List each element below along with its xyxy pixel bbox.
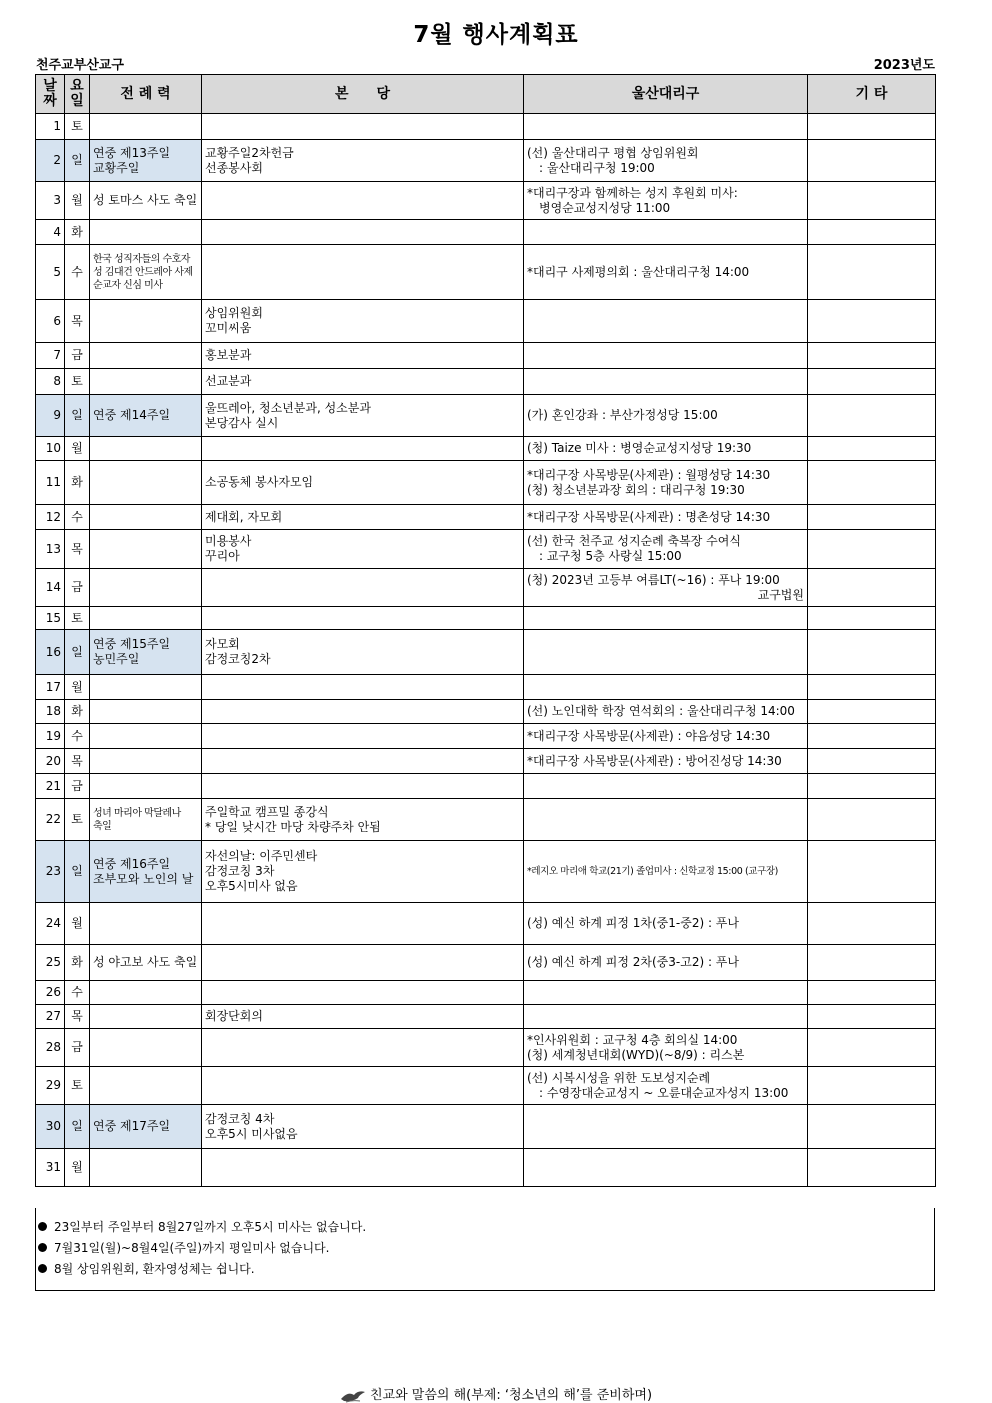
day-row [36, 1029, 936, 1067]
etc-cell [808, 1067, 936, 1105]
cell-line: *대리구장 사목방문(사제관) : 야음성당 14:30 [527, 728, 771, 743]
bondang-cell [202, 749, 524, 774]
cell-line: 선종봉사회 [205, 160, 263, 175]
page-title: 7월 행사계획표 [413, 22, 579, 48]
weekday-cell: 목 [65, 1005, 90, 1029]
etc-cell [808, 369, 936, 395]
liturgy-cell [90, 724, 202, 749]
day-row [36, 343, 936, 369]
day-row [36, 182, 936, 220]
day-row [36, 700, 936, 724]
cell-line: 성 야고보 사도 축일 [93, 955, 198, 969]
organization-name: 천주교부산교구 [36, 58, 124, 73]
day-row [36, 903, 936, 945]
date-cell: 3 [36, 182, 65, 220]
weekday-cell: 월 [65, 182, 90, 220]
cell-line: 연중 제16주일 [93, 856, 171, 871]
date-cell: 24 [36, 903, 65, 945]
bondang-cell [202, 530, 524, 569]
liturgy-cell [90, 1149, 202, 1187]
ulsan-cell [524, 300, 808, 343]
liturgy-cell [90, 395, 202, 437]
etc-cell [808, 841, 936, 903]
note-item: 23일부터 주일부터 8월27일까지 오후5시 미사는 없습니다. [36, 1217, 934, 1238]
weekday-cell: 월 [65, 1149, 90, 1187]
liturgy-cell [90, 630, 202, 675]
liturgy-cell [90, 1005, 202, 1029]
cell-line: 농민주일 [93, 652, 140, 666]
ulsan-cell [524, 675, 808, 700]
day-row [36, 841, 936, 903]
ulsan-cell [524, 395, 808, 437]
cell-line: 선교분과 [205, 374, 252, 388]
cell-line: 상임위원회 [205, 306, 263, 320]
etc-cell [808, 1105, 936, 1149]
weekday-cell: 일 [65, 841, 90, 903]
cell-line: *대리구장 사목방문(사제관) : 방어진성당 14:30 [527, 753, 782, 768]
liturgy-cell [90, 1067, 202, 1105]
etc-cell [808, 903, 936, 945]
etc-cell [808, 343, 936, 369]
weekday-cell: 금 [65, 569, 90, 607]
cell-line: 성 토마스 사도 축일 [93, 193, 198, 207]
ulsan-cell [524, 182, 808, 220]
cell-line: 울뜨레아, 청소년분과, 성소분과 [205, 400, 371, 415]
header-date: 날 짜 [36, 75, 65, 114]
etc-cell [808, 300, 936, 343]
liturgy-cell [90, 675, 202, 700]
day-row [36, 1067, 936, 1105]
ulsan-cell [524, 140, 808, 182]
liturgy-cell [90, 114, 202, 140]
bondang-cell [202, 395, 524, 437]
day-row [36, 395, 936, 437]
note-item: 7월31일(월)~8월4일(주일)까지 평일미사 없습니다. [36, 1238, 934, 1259]
bullet-icon [38, 1264, 47, 1273]
weekday-cell: 토 [65, 114, 90, 140]
ulsan-cell [524, 774, 808, 799]
ulsan-cell [524, 114, 808, 140]
bondang-cell [202, 774, 524, 799]
weekday-cell: 월 [65, 437, 90, 461]
ulsan-cell [524, 841, 808, 903]
bondang-cell [202, 841, 524, 903]
etc-cell [808, 981, 936, 1005]
date-cell: 5 [36, 245, 65, 300]
header-day-of-week: 요 일 [65, 75, 90, 114]
weekday-cell: 화 [65, 461, 90, 505]
cell-line: (가) 혼인강좌 : 부산가정성당 15:00 [527, 408, 718, 422]
ulsan-cell [524, 1149, 808, 1187]
date-cell: 18 [36, 700, 65, 724]
bondang-cell [202, 945, 524, 981]
cell-line: 미용봉사 [205, 534, 252, 548]
header-liturgy: 전 례 력 [90, 75, 202, 114]
bondang-cell [202, 182, 524, 220]
weekday-cell: 목 [65, 300, 90, 343]
day-row [36, 220, 936, 245]
weekday-cell: 토 [65, 369, 90, 395]
cell-line: (청) 2023년 고등부 여름LT(~16) : 푸나 19:00 [527, 572, 780, 587]
cell-line: 교황주일 [93, 160, 140, 175]
footer [0, 1384, 992, 1403]
cell-line: (성) 예신 하계 피정 1차(중1-중2) : 푸나 [527, 916, 739, 930]
ulsan-cell [524, 505, 808, 530]
ulsan-cell [524, 530, 808, 569]
etc-cell [808, 140, 936, 182]
ulsan-cell [524, 903, 808, 945]
weekday-cell: 일 [65, 1105, 90, 1149]
dove-logo-icon [340, 1389, 366, 1403]
ulsan-cell [524, 569, 808, 607]
etc-cell [808, 1149, 936, 1187]
notes-box [35, 1208, 935, 1291]
cell-line: 꼬미씨움 [205, 321, 252, 335]
ulsan-cell [524, 630, 808, 675]
cell-line: *인사위원회 : 교구청 4층 회의실 14:00 [527, 1032, 738, 1047]
cell-line: 성 김대건 안드레아 사제 [93, 266, 193, 278]
weekday-cell: 금 [65, 1029, 90, 1067]
cell-line: 연중 제17주일 [93, 1119, 171, 1133]
weekday-cell: 월 [65, 903, 90, 945]
cell-line: 오후5시 미사없음 [205, 1126, 298, 1141]
date-cell: 12 [36, 505, 65, 530]
day-row [36, 1105, 936, 1149]
etc-cell [808, 799, 936, 841]
ulsan-cell [524, 700, 808, 724]
liturgy-cell [90, 607, 202, 630]
bondang-cell [202, 114, 524, 140]
ulsan-cell [524, 749, 808, 774]
ulsan-cell [524, 245, 808, 300]
ulsan-cell [524, 981, 808, 1005]
weekday-cell: 화 [65, 220, 90, 245]
date-cell: 21 [36, 774, 65, 799]
liturgy-cell [90, 841, 202, 903]
day-row [36, 300, 936, 343]
etc-cell [808, 945, 936, 981]
date-cell: 19 [36, 724, 65, 749]
cell-line: *대리구장 사목방문(사제관) : 월평성당 14:30 [527, 467, 771, 482]
cell-line: 꾸리아 [205, 549, 240, 563]
note-item: 8월 상임위원회, 환자영성체는 쉽니다. [36, 1259, 934, 1280]
cell-line: 회장단회의 [205, 1009, 263, 1023]
liturgy-cell [90, 140, 202, 182]
date-cell: 14 [36, 569, 65, 607]
ulsan-cell [524, 1029, 808, 1067]
date-cell: 13 [36, 530, 65, 569]
bondang-cell [202, 1029, 524, 1067]
liturgy-cell [90, 1029, 202, 1067]
date-cell: 27 [36, 1005, 65, 1029]
ulsan-cell [524, 343, 808, 369]
etc-cell [808, 607, 936, 630]
weekday-cell: 토 [65, 1067, 90, 1105]
footer-text: 친교와 말씀의 해(부제: ‘청소년의 해’를 준비하며) [369, 1388, 653, 1403]
day-row [36, 607, 936, 630]
ulsan-cell [524, 1067, 808, 1105]
cell-line: : 교구청 5층 사랑실 15:00 [527, 549, 682, 563]
cell-line: 연중 제13주일 [93, 145, 171, 160]
liturgy-cell [90, 182, 202, 220]
etc-cell [808, 630, 936, 675]
bondang-cell [202, 343, 524, 369]
bondang-cell [202, 1067, 524, 1105]
ulsan-cell [524, 220, 808, 245]
day-row [36, 799, 936, 841]
weekday-cell: 금 [65, 774, 90, 799]
bondang-cell [202, 569, 524, 607]
etc-cell [808, 1029, 936, 1067]
schedule-table [35, 74, 936, 1187]
bondang-cell [202, 1005, 524, 1029]
date-cell: 6 [36, 300, 65, 343]
weekday-cell: 토 [65, 607, 90, 630]
weekday-cell: 일 [65, 395, 90, 437]
header-etc: 기 타 [808, 75, 936, 114]
weekday-cell: 수 [65, 505, 90, 530]
etc-cell [808, 461, 936, 505]
weekday-cell: 목 [65, 749, 90, 774]
cell-line: 자모회 [205, 637, 240, 651]
date-cell: 22 [36, 799, 65, 841]
liturgy-cell [90, 749, 202, 774]
date-cell: 9 [36, 395, 65, 437]
cell-line: 오후5시미사 없음 [205, 879, 298, 893]
ulsan-cell [524, 437, 808, 461]
cell-line: (선) 한국 천주교 성지순례 축복장 수여식 [527, 534, 741, 548]
cell-line: 주일학교 캠프밀 종강식 [205, 804, 329, 819]
bondang-cell [202, 675, 524, 700]
weekday-cell: 수 [65, 724, 90, 749]
date-cell: 20 [36, 749, 65, 774]
cell-line: 소공동체 봉사자모임 [205, 475, 314, 489]
cell-line: (선) 노인대학 학장 연석회의 : 울산대리구청 14:00 [527, 704, 795, 718]
day-row [36, 369, 936, 395]
cell-line: 감정코칭 4차 [205, 1111, 275, 1126]
ulsan-cell [524, 369, 808, 395]
year-label: 2023년도 [873, 58, 935, 73]
bondang-cell [202, 437, 524, 461]
liturgy-cell [90, 343, 202, 369]
cell-line: (선) 시복시성을 위한 도보성지순례 [527, 1070, 711, 1085]
day-row [36, 1149, 936, 1187]
liturgy-cell [90, 300, 202, 343]
bondang-cell [202, 369, 524, 395]
day-row [36, 749, 936, 774]
day-row [36, 945, 936, 981]
bullet-icon [38, 1222, 47, 1231]
day-row [36, 505, 936, 530]
ulsan-cell [524, 945, 808, 981]
day-row [36, 530, 936, 569]
cell-line: 연중 제14주일 [93, 408, 171, 422]
ulsan-cell [524, 1005, 808, 1029]
date-cell: 11 [36, 461, 65, 505]
weekday-cell: 화 [65, 945, 90, 981]
bondang-cell [202, 903, 524, 945]
weekday-cell: 월 [65, 675, 90, 700]
liturgy-cell [90, 700, 202, 724]
weekday-cell: 일 [65, 630, 90, 675]
liturgy-cell [90, 437, 202, 461]
date-cell: 23 [36, 841, 65, 903]
date-cell: 31 [36, 1149, 65, 1187]
cell-line: 본당감사 실시 [205, 415, 279, 430]
etc-cell [808, 114, 936, 140]
date-cell: 17 [36, 675, 65, 700]
cell-line: 성녀 마리아 막달레나 [93, 807, 181, 819]
liturgy-cell [90, 505, 202, 530]
liturgy-cell [90, 530, 202, 569]
day-row [36, 724, 936, 749]
etc-cell [808, 675, 936, 700]
bondang-cell [202, 300, 524, 343]
liturgy-cell [90, 774, 202, 799]
day-row [36, 569, 936, 607]
liturgy-cell [90, 981, 202, 1005]
cell-line: 순교자 신심 미사 [93, 279, 163, 291]
date-cell: 4 [36, 220, 65, 245]
etc-cell [808, 1005, 936, 1029]
liturgy-cell [90, 461, 202, 505]
bondang-cell [202, 700, 524, 724]
date-cell: 29 [36, 1067, 65, 1105]
cell-line: * 당일 낮시간 마당 차량주차 안됨 [205, 819, 381, 834]
date-cell: 28 [36, 1029, 65, 1067]
liturgy-cell [90, 220, 202, 245]
liturgy-cell [90, 903, 202, 945]
weekday-cell: 화 [65, 700, 90, 724]
liturgy-cell [90, 1105, 202, 1149]
cell-line: *대리구장 사목방문(사제관) : 명촌성당 14:30 [527, 509, 771, 524]
bondang-cell [202, 1105, 524, 1149]
weekday-cell: 수 [65, 981, 90, 1005]
etc-cell [808, 530, 936, 569]
cell-line: *대리구 사제평의회 : 울산대리구청 14:00 [527, 264, 750, 279]
weekday-cell: 수 [65, 245, 90, 300]
date-cell: 25 [36, 945, 65, 981]
cell-line: (청) 청소년분과장 회의 : 대리구청 19:30 [527, 482, 745, 497]
day-row [36, 461, 936, 505]
bondang-cell [202, 461, 524, 505]
day-row [36, 114, 936, 140]
bondang-cell [202, 724, 524, 749]
day-row [36, 1005, 936, 1029]
bondang-cell [202, 220, 524, 245]
date-cell: 7 [36, 343, 65, 369]
date-cell: 10 [36, 437, 65, 461]
etc-cell [808, 569, 936, 607]
cell-line: 조부모와 노인의 날 [93, 871, 194, 886]
bondang-cell [202, 245, 524, 300]
weekday-cell: 금 [65, 343, 90, 369]
etc-cell [808, 724, 936, 749]
cell-line: : 울산대리구청 19:00 [527, 160, 655, 175]
bondang-cell [202, 607, 524, 630]
cell-line: 감정코칭2차 [205, 652, 271, 666]
liturgy-cell [90, 245, 202, 300]
ulsan-cell [524, 607, 808, 630]
day-row [36, 981, 936, 1005]
cell-line: 홍보분과 [205, 348, 252, 362]
date-cell: 1 [36, 114, 65, 140]
ulsan-cell [524, 1105, 808, 1149]
cell-line: 연중 제15주일 [93, 637, 171, 651]
cell-line: 교황주일2차헌금 [205, 145, 294, 160]
liturgy-cell [90, 369, 202, 395]
cell-line: *레지오 마리애 학교(21기) 졸업미사 : 신학교정 15:00 (교구장) [527, 866, 778, 877]
etc-cell [808, 774, 936, 799]
liturgy-cell [90, 569, 202, 607]
bondang-cell [202, 799, 524, 841]
day-row [36, 630, 936, 675]
cell-line: 축일 [93, 820, 112, 832]
liturgy-cell [90, 945, 202, 981]
bondang-cell [202, 1149, 524, 1187]
liturgy-cell [90, 799, 202, 841]
bondang-cell [202, 981, 524, 1005]
cell-line: 감정코칭 3차 [205, 864, 275, 878]
ulsan-cell [524, 461, 808, 505]
weekday-cell: 목 [65, 530, 90, 569]
weekday-cell: 일 [65, 140, 90, 182]
day-row [36, 774, 936, 799]
date-cell: 26 [36, 981, 65, 1005]
etc-cell [808, 220, 936, 245]
etc-cell [808, 395, 936, 437]
date-cell: 16 [36, 630, 65, 675]
etc-cell [808, 505, 936, 530]
bullet-icon [38, 1243, 47, 1252]
weekday-cell: 토 [65, 799, 90, 841]
cell-line: (선) 울산대리구 평협 상임위원회 [527, 145, 699, 160]
date-cell: 30 [36, 1105, 65, 1149]
day-row [36, 675, 936, 700]
date-cell: 8 [36, 369, 65, 395]
cell-line: 병영순교성지성당 11:00 [527, 200, 671, 215]
cell-line: (청) 세계청년대회(WYD)(~8/9) : 리스본 [527, 1047, 745, 1062]
header-ulsan: 울산대리구 [524, 75, 808, 114]
cell-line: 제대회, 자모회 [205, 509, 283, 524]
etc-cell [808, 437, 936, 461]
cell-line: (청) Taize 미사 : 병영순교성지성당 19:30 [527, 441, 752, 455]
date-cell: 15 [36, 607, 65, 630]
bondang-cell [202, 630, 524, 675]
etc-cell [808, 700, 936, 724]
cell-line: 한국 성직자들의 수호자 [93, 253, 190, 265]
etc-cell [808, 182, 936, 220]
cell-line: 자선의날: 이주민센타 [205, 849, 318, 863]
etc-cell [808, 749, 936, 774]
date-cell: 2 [36, 140, 65, 182]
cell-line: *대리구장과 함께하는 성지 후원회 미사: [527, 185, 738, 200]
cell-line: (성) 예신 하계 피정 2차(중3-고2) : 푸나 [527, 955, 739, 969]
etc-cell [808, 245, 936, 300]
cell-line: : 수영장대순교성지 ~ 오륜대순교자성지 13:00 [527, 1085, 789, 1100]
day-row [36, 245, 936, 300]
ulsan-cell [524, 799, 808, 841]
ulsan-cell [524, 724, 808, 749]
header-bondang: 본 당 [202, 75, 524, 114]
schedule-rows [36, 114, 936, 1187]
day-row [36, 140, 936, 182]
bondang-cell [202, 505, 524, 530]
bondang-cell [202, 140, 524, 182]
cell-line: 교구법원 [757, 587, 804, 602]
day-row [36, 437, 936, 461]
